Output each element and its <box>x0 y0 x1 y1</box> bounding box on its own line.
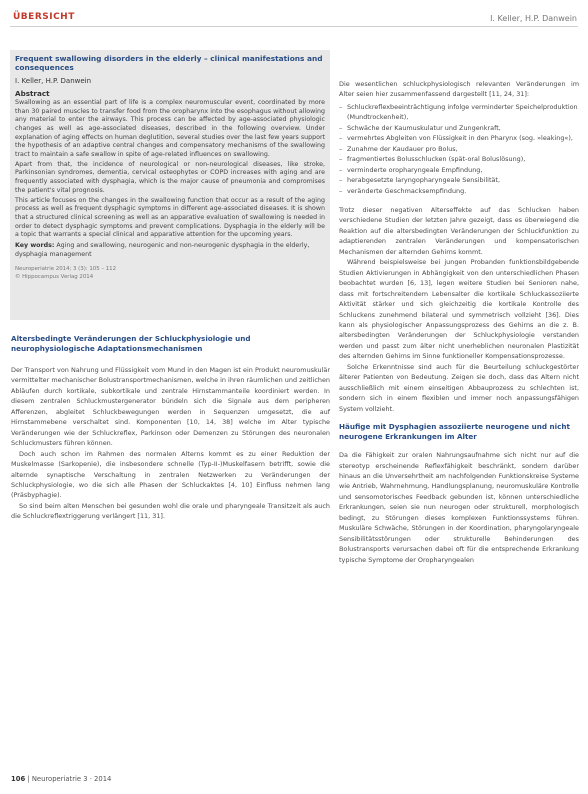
left-paragraph-3: So sind beim alten Menschen bei gesunden wohl die orale und pharyngeale Transitzeit als auch die Schluckreflextriggerung verlängert [11, 31]. <box>11 501 330 521</box>
footer-divider: | <box>27 775 32 783</box>
list-item: – Schwäche der Kaumuskulatur und Zungenkraft, <box>339 123 579 133</box>
abstract-title: Frequent swallowing disorders in the elderly – clinical manifestations and consequences <box>15 54 323 73</box>
abstract-paragraph-2: Apart from that, the incidence of neurological or non-neurological diseases, like stroke, Parkinsonian syndromes, dementia, cervical osteophytes or COPD increases with aging and are frequently associated with dysphagia, which is the major cause of pneumonia and compromises the patient's vital prognosis. <box>15 160 325 194</box>
right-paragraph-2: Während beispielsweise bei jungen Probanden funktionsbildgebende Studien Aktivierungen in Abhängigkeit von den unterschiedlichen Phasen beobachtet wurden [6, 13], legen weitere Studien bei Senioren nahe, dass mit fortschreitendem Lebensalter die kortikale Schluckassoziierte Aktivität stärker und sich gleichzeitig die kortikale Kontrolle des Schluckens zunehmend bilateral und symmetrisch vollzieht [36]. Dies kann als physiologischer Anpassungsprozess des Gehirns an die z. B. altersbedingten Veränderungen der Schluckphysiologie verstanden werden und passt zum älter nicht unerheblichen neuronalen Plastizität des alternden Gehirns im Sinne funktioneller Kompensationsprozesse. <box>339 258 579 361</box>
header-divider <box>10 26 578 27</box>
abstract-paragraph-3: This article focuses on the changes in the swallowing function that occur as a result of the aging process as well as frequent dysphagic symptoms in different age-associated diseases. It is shown that a structured clinical screening as well as an apparative evaluation of swallowing is needed in order to detect dysphagic symptoms and prevent complications. Dysphagia in the elderly will be a topic that warrants a special clinical and apparative attention for the upcoming years. <box>15 196 325 239</box>
abstract-keywords <box>15 242 325 259</box>
right-paragraph-1: Trotz dieser negativen Alterseffekte auf das Schlucken haben verschiedene Studien der letzten Jahre gezeigt, dass es überwiegend die Reaktion auf die altersbedingten Veränderungen der Schluckfunktion zu adaptierenden zentralen Veränderungen und kompensatorischen Mechanismen der alternden Gehirns kommt. <box>339 205 579 256</box>
right-intro-paragraph: Die wesentlichen schluckphysiologisch relevanten Veränderungen im Alter seien hier zusammenfassend dargestellt [11, 24, 31]: <box>339 80 579 99</box>
list-item: – vermehrtes Abgleiten von Flüssigkeit in den Pharynx (sog. »leaking«), <box>339 133 579 143</box>
list-item: – Zunahme der Kaudauer pro Bolus, <box>339 144 579 154</box>
page-number: 106 <box>11 775 26 783</box>
left-paragraph-1: Der Transport von Nahrung und Flüssigkeit vom Mund in den Magen ist ein Produkt neuromuskulär vermittelter mechanischer Bolustransportmechanismen, welche in ihren räumlichen und zeitlichen Abläufen durch kortikale, subkortikale und zentrale Hirnstammanteile koordiniert werden. In diesem zentralen Schluckmustergenerator bündeln sich die Signale aus dem peripheren Afferenzen, abgleitet Schluckbewegungen werden in Sequenzen umgesetzt, die auf Hirnstammebene verschaltet sind. Komponenten [10, 14, 38] welche im Alter typische Veränderungen wie der Schluckreflex, Parkinson oder Demenzen zu Störungen des neuronalen Schluckmusters führen können. <box>11 366 330 448</box>
section-label: ÜBERSICHT <box>13 12 75 22</box>
age-changes-list <box>339 102 579 196</box>
list-item: – fragmentiertes Bolusschlucken (spät-oral Boluslösung), <box>339 154 579 164</box>
list-item: – herabgesetzte laryngopharyngeale Sensibilität, <box>339 175 579 185</box>
abstract-copyright: © Hippocampus Verlag 2014 <box>15 273 94 280</box>
abstract-paragraph-1: Swallowing as an essential part of life is a complex neuromuscular event, coordinated by more than 30 paired muscles to transfer food from the oropharynx into the esophagus without allowing any material to enter the airways. This process can be affected by age-associated physiologic changes as well as age-associated diseases, described in the following overview. Under explanation of aging effects on human deglutition, several studies over the last few years support the hypothesis of an adaptive central changes and compensatory mechanisms of the swallowing tract to maintain a safe swallow in spite of age-related influences on swallowing. <box>15 98 325 159</box>
keywords-label: Key words: <box>15 241 55 249</box>
right-paragraph-3: Solche Erkenntnisse sind auch für die Beurteilung schluckgestörter älterer Patienten von Bedeutung. Zeigen sie doch, dass das Altern nicht ausschließlich mit einem einseitigen Abbauprozess zu schlechten ist, sondern sich in einem flexiblen und immer noch anpassungsfähigen System vollzieht. <box>339 362 579 413</box>
right-text-column <box>339 79 579 565</box>
journal-name: Neuroperiatrie 3 · 2014 <box>31 775 112 783</box>
abstract-label: Abstract <box>15 88 50 98</box>
section-heading-diseases: Häufige mit Dysphagien assoziierte neurogene und nicht neurogene Erkrankungen im Alter <box>339 422 570 441</box>
list-item: – verminderte oropharyngeale Empfindung, <box>339 165 579 175</box>
abstract-authors: I. Keller, H.P. Danwein <box>15 76 92 85</box>
running-header-authors: I. Keller, H.P. Danwein <box>490 14 577 23</box>
english-abstract-box <box>10 50 330 320</box>
list-item: – veränderte Geschmacksempfindung. <box>339 186 579 196</box>
abstract-source <box>15 266 325 281</box>
list-item: – Schluckreflexbeeinträchtigung infolge verminderter Speichelproduktion (Mundtrockenheit), <box>339 102 579 123</box>
right-paragraph-4: Da die Fähigkeit zur oralen Nahrungsaufnahme sich nicht nur auf die stereotyp erscheinende Reflexfähigkeit beschränkt, sondern darüber hinaus an die Unversehrtheit am nachfolgenden Funktionskreise Systeme wie Antrieb, Wahrnehmung, Handlungsplanung, neuromuskuläre Kontrolle und sensomotorisches Feedback gebunden ist, können unterschiedliche Erkrankungen, seien sie nun neurogen oder strukturell, morphologisch bedingt, zu Störungen dieses komplexen Funktionssystems führen. Muskuläre Schwäche, Störungen in der Koordination, pharyngolaryngeale Sensibilitätsstörungen oder strukturelle Behinderungen des Bolustransports verursachen dabei oft für die entsprechende Erkrankung typische Symptome der Oropharyngealen <box>339 451 579 564</box>
left-text-column <box>11 334 330 522</box>
page-footer <box>11 775 111 783</box>
keywords-text: Aging and swallowing, neurogenic and non-neurogenic dysphagia in the elderly, dysphagia management <box>15 241 310 258</box>
abstract-citation: Neuroperiatrie 2014; 3 (3): 105 – 112 <box>15 266 117 273</box>
section-heading-age-changes: Altersbedingte Veränderungen der Schluckphysiologie und neurophysiologische Adaptationsmechanismen <box>11 334 251 353</box>
left-paragraph-2: Doch auch schon im Rahmen des normalen Alterns kommt es zu einer Reduktion der Muskelmasse (Sarkopenie), die insbesondere schnelle (Typ-II-)Muskelfasern betrifft, sowie die alternde synaptische Verschaltung in zentralen Netzwerken zu Veränderungen der Schluckphysiologie, wo die sich alle Phasen der Schluckaktes [4, 10] Einfluss nehmen lang (Präsbyphagie). <box>11 449 330 500</box>
